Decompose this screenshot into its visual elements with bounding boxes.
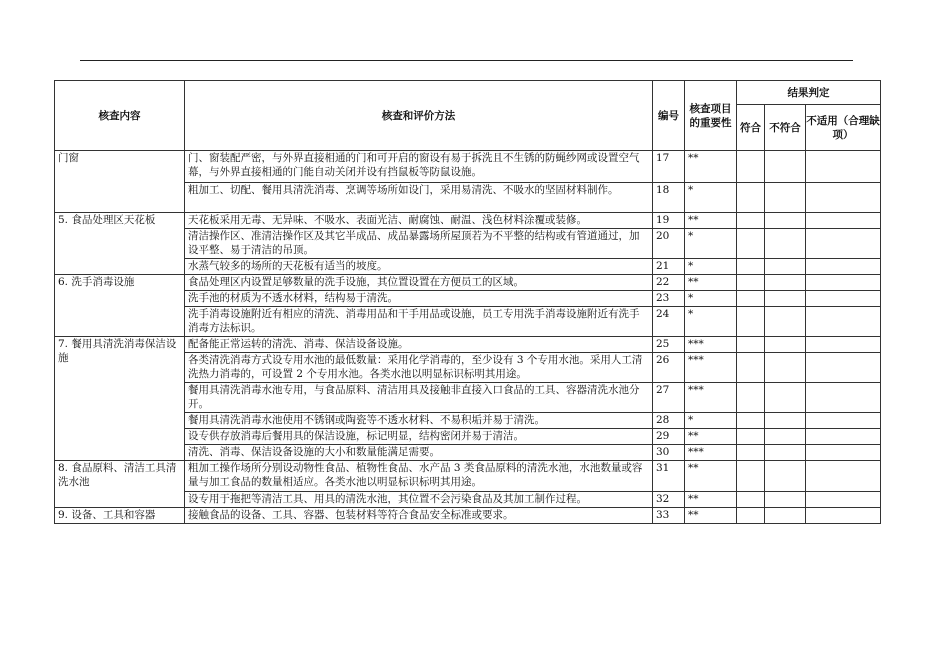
table-row [55,275,881,291]
conform-cell[interactable] [737,229,765,259]
conform-cell[interactable] [737,413,765,429]
conform-cell[interactable] [737,291,765,307]
na-cell[interactable] [806,337,881,353]
na-cell[interactable] [806,492,881,508]
nonconform-cell[interactable] [765,461,806,492]
nonconform-cell[interactable] [765,337,806,353]
importance-cell: * [685,229,737,259]
header-result: 结果判定 [737,81,881,105]
na-cell[interactable] [806,413,881,429]
table-row [55,151,881,183]
na-cell[interactable] [806,259,881,275]
nonconform-cell[interactable] [765,445,806,461]
importance-cell: ** [685,492,737,508]
conform-cell[interactable] [737,307,765,337]
method-cell: 餐用具清洗消毒水池专用，与食品原料、清洁用具及接触非直接入口食品的工具、容器清洗水池分开。 [185,383,653,413]
importance-cell: ** [685,461,737,492]
importance-cell: ** [685,151,737,183]
header-nonconform: 不符合 [765,105,806,151]
method-cell: 各类清洗消毒方式设专用水池的最低数量：采用化学消毒的，至少设有 3 个专用水池。采用人工清洗热力消毒的，可设置 2 个专用水池。各类水池以明显标识标明其用途。 [185,353,653,383]
method-cell: 洗手池的材质为不透水材料，结构易于清洗。 [185,291,653,307]
importance-cell: *** [685,353,737,383]
top-rule [80,60,853,61]
importance-cell: * [685,291,737,307]
method-cell: 接触食品的设备、工具、容器、包装材料等符合食品安全标准或要求。 [185,508,653,524]
number-cell: 32 [653,492,685,508]
category-cell: 9. 设备、工具和容器 [55,508,185,524]
method-cell: 清洗、消毒、保洁设备设施的大小和数量能满足需要。 [185,445,653,461]
nonconform-cell[interactable] [765,275,806,291]
number-cell: 26 [653,353,685,383]
importance-cell: ** [685,429,737,445]
nonconform-cell[interactable] [765,413,806,429]
method-cell: 配备能正常运转的清洗、消毒、保洁设备设施。 [185,337,653,353]
header-na: 不适用（合理缺项） [806,105,881,151]
na-cell[interactable] [806,151,881,183]
importance-cell: ** [685,275,737,291]
method-cell: 洗手消毒设施附近有相应的清洗、消毒用品和干手用品或设施，员工专用洗手消毒设施附近有洗手消毒方法标识。 [185,307,653,337]
conform-cell[interactable] [737,492,765,508]
method-cell: 天花板采用无毒、无异味、不吸水、表面光洁、耐腐蚀、耐温、浅色材料涂覆或装修。 [185,213,653,229]
category-cell: 7. 餐用具清洗消毒保洁设施 [55,337,185,461]
importance-cell: * [685,413,737,429]
header-method: 核查和评价方法 [185,81,653,151]
table-row [55,461,881,492]
conform-cell[interactable] [737,151,765,183]
number-cell: 33 [653,508,685,524]
table-row [55,337,881,353]
category-cell: 8. 食品原料、清洁工具清洗水池 [55,461,185,508]
nonconform-cell[interactable] [765,291,806,307]
method-cell: 餐用具清洗消毒水池使用不锈钢或陶瓷等不透水材料、不易积垢并易于清洗。 [185,413,653,429]
conform-cell[interactable] [737,275,765,291]
method-cell: 清洁操作区、准清洁操作区及其它半成品、成品暴露场所屋顶若为不平整的结构或有管道通过，加设平整、易于清洁的吊顶。 [185,229,653,259]
header-content: 核查内容 [55,81,185,151]
na-cell[interactable] [806,183,881,213]
na-cell[interactable] [806,461,881,492]
na-cell[interactable] [806,229,881,259]
conform-cell[interactable] [737,337,765,353]
number-cell: 17 [653,151,685,183]
number-cell: 30 [653,445,685,461]
importance-cell: ** [685,213,737,229]
method-cell: 水蒸气较多的场所的天花板有适当的坡度。 [185,259,653,275]
nonconform-cell[interactable] [765,229,806,259]
conform-cell[interactable] [737,383,765,413]
nonconform-cell[interactable] [765,259,806,275]
importance-cell: * [685,183,737,213]
conform-cell[interactable] [737,259,765,275]
conform-cell[interactable] [737,429,765,445]
number-cell: 31 [653,461,685,492]
method-cell: 粗加工操作场所分别设动物性食品、植物性食品、水产品 3 类食品原料的清洗水池，水池数量或容量与加工食品的数量相适应。各类水池以明显标识标明其用途。 [185,461,653,492]
number-cell: 18 [653,183,685,213]
nonconform-cell[interactable] [765,353,806,383]
importance-cell: * [685,259,737,275]
number-cell: 29 [653,429,685,445]
number-cell: 24 [653,307,685,337]
header-number: 编号 [653,81,685,151]
nonconform-cell[interactable] [765,508,806,524]
conform-cell[interactable] [737,353,765,383]
na-cell[interactable] [806,275,881,291]
method-cell: 门、窗装配严密，与外界直接相通的门和可开启的窗设有易于拆洗且不生锈的防蝇纱网或设置空气幕，与外界直接相通的门能自动关闭并设有挡鼠板等防鼠设施。 [185,151,653,183]
header-importance: 核查项目的重要性 [685,81,737,151]
na-cell[interactable] [806,307,881,337]
conform-cell[interactable] [737,183,765,213]
category-cell: 门窗 [55,151,185,213]
na-cell[interactable] [806,445,881,461]
table-row [55,508,881,524]
number-cell: 28 [653,413,685,429]
nonconform-cell[interactable] [765,429,806,445]
category-cell: 6. 洗手消毒设施 [55,275,185,337]
number-cell: 27 [653,383,685,413]
importance-cell: *** [685,337,737,353]
conform-cell[interactable] [737,461,765,492]
nonconform-cell[interactable] [765,383,806,413]
na-cell[interactable] [806,383,881,413]
conform-cell[interactable] [737,508,765,524]
table-row [55,213,881,229]
number-cell: 25 [653,337,685,353]
conform-cell[interactable] [737,445,765,461]
method-cell: 设专供存放消毒后餐用具的保洁设施，标记明显，结构密闭并易于清洁。 [185,429,653,445]
number-cell: 21 [653,259,685,275]
na-cell[interactable] [806,291,881,307]
number-cell: 19 [653,213,685,229]
importance-cell: *** [685,445,737,461]
nonconform-cell[interactable] [765,151,806,183]
importance-cell: *** [685,383,737,413]
number-cell: 22 [653,275,685,291]
method-cell: 设专用于拖把等清洁工具、用具的清洗水池，其位置不会污染食品及其加工制作过程。 [185,492,653,508]
nonconform-cell[interactable] [765,307,806,337]
nonconform-cell[interactable] [765,213,806,229]
inspection-table [54,80,881,524]
conform-cell[interactable] [737,213,765,229]
nonconform-cell[interactable] [765,492,806,508]
nonconform-cell[interactable] [765,183,806,213]
number-cell: 23 [653,291,685,307]
importance-cell: ** [685,508,737,524]
header-row-1 [55,81,881,105]
method-cell: 食品处理区内设置足够数量的洗手设施，其位置设置在方便员工的区域。 [185,275,653,291]
na-cell[interactable] [806,429,881,445]
importance-cell: * [685,307,737,337]
na-cell[interactable] [806,508,881,524]
na-cell[interactable] [806,213,881,229]
category-cell: 5. 食品处理区天花板 [55,213,185,275]
na-cell[interactable] [806,353,881,383]
number-cell: 20 [653,229,685,259]
header-conform: 符合 [737,105,765,151]
method-cell: 粗加工、切配、餐用具清洗消毒、烹调等场所如设门，采用易清洗、不吸水的坚固材料制作。 [185,183,653,213]
